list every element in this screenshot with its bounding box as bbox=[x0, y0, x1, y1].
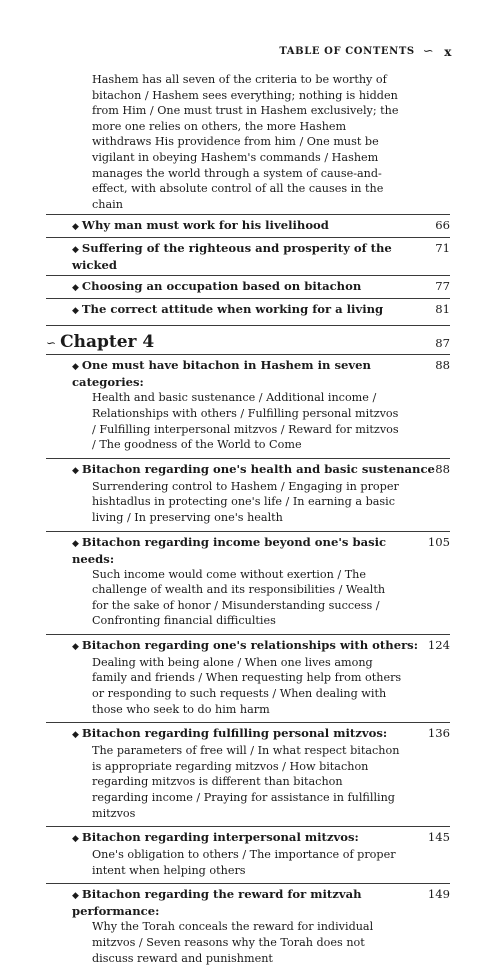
entry-page: 88 bbox=[435, 358, 450, 373]
section-description: Such income would come without exertion / The challenge of wealth and its responsibilities / Wealth for the sake of honor / Misunderstanding success / Confronting financial difficulties bbox=[92, 567, 386, 628]
entry-page: 77 bbox=[435, 279, 450, 294]
section-description: Dealing with being alone / When one lives among family and friends / When requesting help from others or responding to such requests / When dealing with those who seek to do him harm bbox=[92, 655, 402, 716]
entry-page: 105 bbox=[427, 534, 450, 549]
entry-page: 145 bbox=[427, 830, 450, 845]
entry-label: Choosing an occupation based on bitachon bbox=[81, 279, 362, 294]
toc-entry[interactable] bbox=[46, 354, 450, 390]
section-description: One's obligation to others / The importance of proper intent when helping others bbox=[92, 848, 396, 877]
chapter-page: 87 bbox=[435, 336, 450, 351]
entry-page: 71 bbox=[435, 241, 450, 256]
toc-content bbox=[46, 72, 450, 971]
diamond-icon: ◆ bbox=[72, 283, 79, 294]
entry-label: The correct attitude when working for a living bbox=[81, 302, 384, 317]
toc-entry[interactable] bbox=[46, 826, 450, 847]
section-description: Why the Torah conceals the reward for individual mitzvos / Seven reasons why the Torah does not discuss reward and punishment bbox=[92, 920, 374, 965]
entry-page: 124 bbox=[427, 637, 450, 652]
entry-page: 66 bbox=[435, 218, 450, 233]
entry-label: Suffering of the righteous and prosperity of the wicked bbox=[72, 241, 392, 273]
toc-section bbox=[46, 722, 450, 821]
toc-entry[interactable] bbox=[46, 458, 450, 479]
entry-label: Bitachon regarding income beyond one's basic needs: bbox=[72, 534, 387, 566]
entry-page: 81 bbox=[435, 302, 450, 317]
toc-section bbox=[46, 883, 450, 966]
ornament-icon: ∽ bbox=[422, 44, 435, 59]
entry-label: Bitachon regarding the reward for mitzvah performance: bbox=[72, 887, 362, 919]
diamond-icon: ◆ bbox=[72, 222, 79, 233]
toc-entry[interactable] bbox=[46, 237, 450, 273]
toc-entry[interactable] bbox=[46, 722, 450, 743]
entry-label: Bitachon regarding interpersonal mitzvos: bbox=[81, 830, 359, 845]
section-description: Surrendering control to Hashem / Engaging in proper hishtadlus in protecting one's life / In earning a basic living / In preserving one's health bbox=[92, 479, 399, 524]
toc-entry[interactable] bbox=[46, 634, 450, 655]
diamond-icon: ◆ bbox=[72, 641, 79, 652]
section-description: Health and basic sustenance / Additional income / Relationships with others / Fulfilling personal mitzvos / Fulfilling interpersonal mitzvos / Reward for mitzvos / The goodness of the World to Come bbox=[92, 391, 399, 452]
toc-entry[interactable] bbox=[46, 275, 450, 296]
toc-section bbox=[46, 634, 450, 717]
entry-label: Bitachon regarding one's health and basic sustenance bbox=[81, 461, 435, 476]
entry-label: Why man must work for his livelihood bbox=[81, 218, 329, 233]
header-title: TABLE OF CONTENTS bbox=[279, 46, 415, 57]
chapter-heading[interactable] bbox=[46, 325, 450, 352]
section-description: The parameters of free will / In what respect bitachon is appropriate regarding mitzvos / How bitachon regarding mitzvos is different than bitachon regarding income / Praying for assistance in fulfilling mitzvos bbox=[92, 744, 400, 820]
toc-section bbox=[46, 826, 450, 878]
toc-entry[interactable] bbox=[46, 531, 450, 567]
entry-page: 88 bbox=[435, 461, 450, 476]
toc-entry[interactable] bbox=[46, 883, 450, 919]
entry-label: One must have bitachon in Hashem in seven categories: bbox=[72, 358, 371, 390]
diamond-icon: ◆ bbox=[72, 891, 79, 902]
toc-section bbox=[46, 531, 450, 629]
diamond-icon: ◆ bbox=[72, 362, 79, 373]
entry-label: Bitachon regarding one's relationships with others: bbox=[81, 637, 418, 652]
diamond-icon: ◆ bbox=[72, 730, 79, 741]
header-page-number: x bbox=[444, 44, 452, 59]
toc-entry[interactable] bbox=[46, 298, 450, 319]
entry-label: Bitachon regarding fulfilling personal mitzvos: bbox=[81, 726, 388, 741]
section-description: Hashem has all seven of the criteria to be worthy of bitachon / Hashem sees everything; nothing is hidden from Him / One must trust in Hashem exclusively; the more one relies on others, the more Hashem withdraws His providence from him / One must be vigilant in obeying Hashem's commands / Hashem manages the world through a system of cause-and-effect, with absolute control of all the causes in the chain bbox=[92, 73, 399, 211]
diamond-icon: ◆ bbox=[72, 306, 79, 317]
entries-before-chapter bbox=[46, 214, 450, 319]
running-header bbox=[60, 44, 452, 59]
diamond-icon: ◆ bbox=[72, 245, 79, 256]
chapter-title: Chapter 4 bbox=[60, 332, 155, 353]
diamond-icon: ◆ bbox=[72, 834, 79, 845]
diamond-icon: ◆ bbox=[72, 465, 79, 476]
toc-entry[interactable] bbox=[46, 214, 450, 235]
entry-page: 136 bbox=[427, 726, 450, 741]
toc-section bbox=[46, 354, 450, 452]
entry-page: 149 bbox=[427, 887, 450, 902]
toc-section bbox=[46, 458, 450, 526]
diamond-icon: ◆ bbox=[72, 538, 79, 549]
ornament-icon: ∽ bbox=[46, 336, 57, 351]
